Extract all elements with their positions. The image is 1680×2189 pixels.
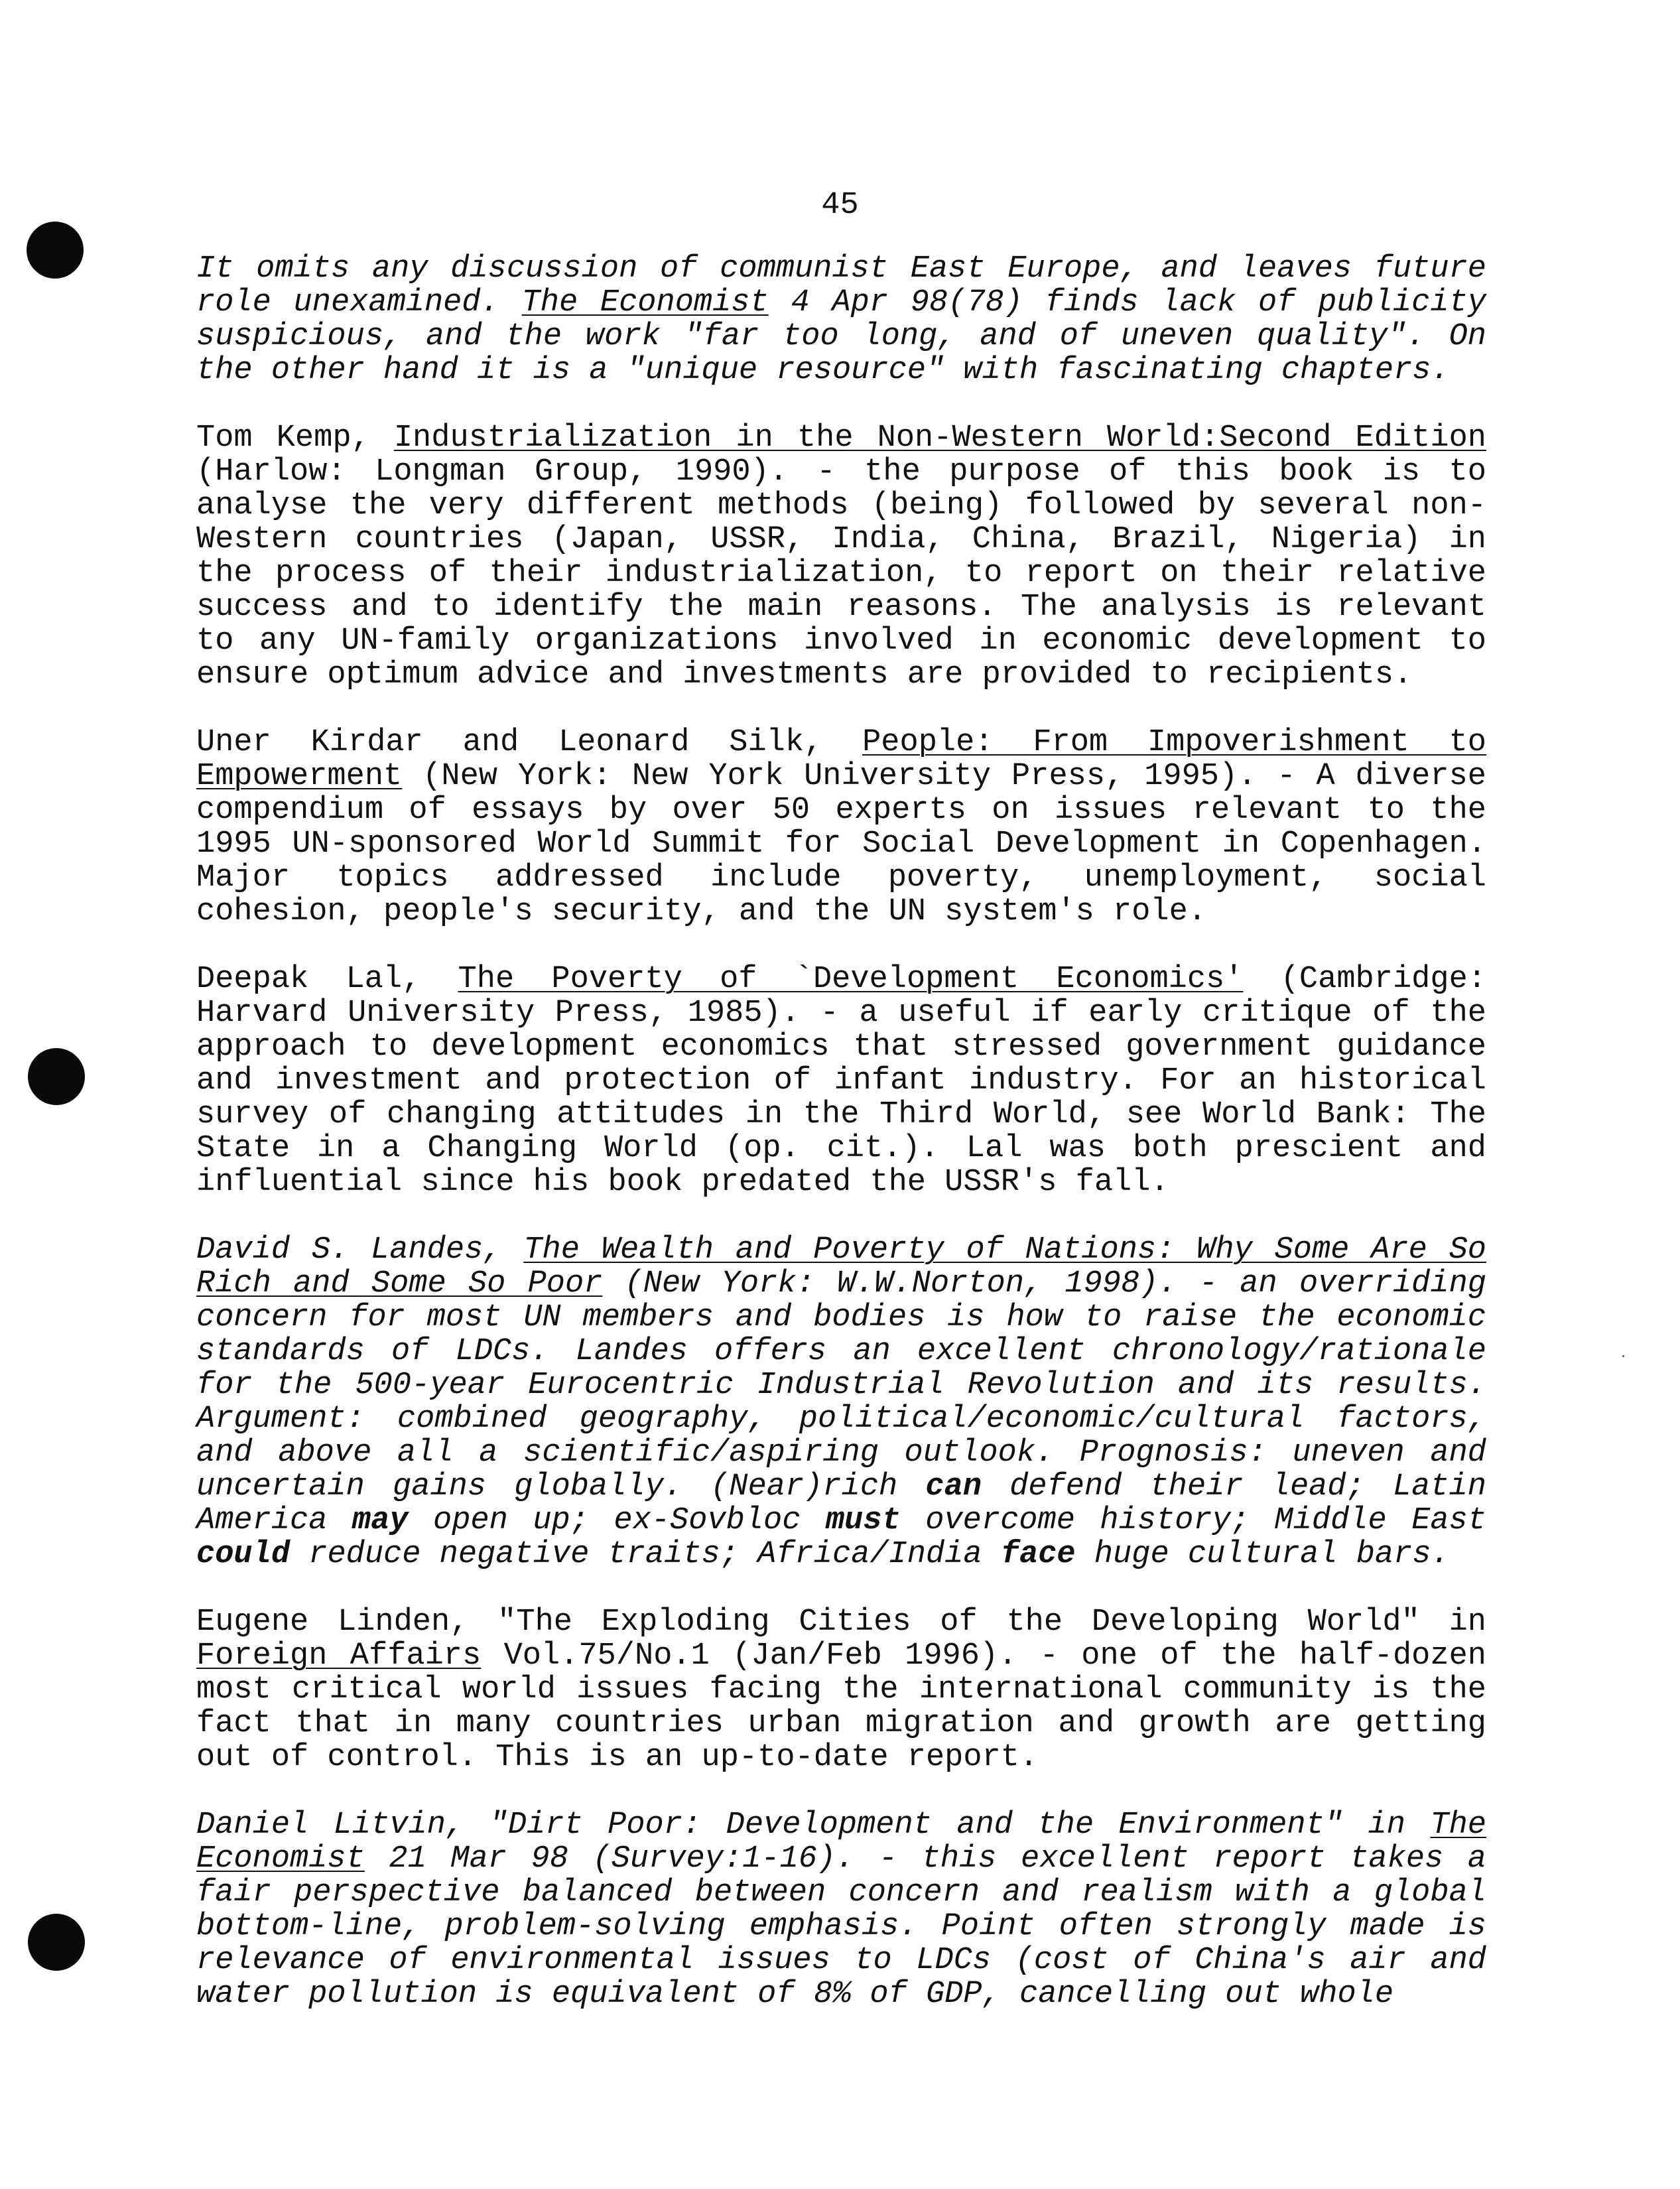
emphasis: face <box>1000 1537 1076 1572</box>
book-title: The Wealth and Poverty of Nations: Why Some Are So Rich and Some So Poor <box>196 1232 1487 1301</box>
entry-litvin: Daniel Litvin, "Dirt Poor: Development and the Environment" in The Economist 21 Mar 98 (Survey:1-16). - this excellent report takes a fair perspective balanced between concern and realism with a global bottom-line, problem-solving emphasis. Point often strongly made is relevance of environmental issues to LDCs (cost of China's air and water pollution is equivalent of 8% of GDP, cancelling out whole <box>196 1808 1486 2012</box>
emphasis: can <box>925 1469 982 1504</box>
journal-title: The Economist <box>521 285 769 320</box>
page-number: 45 <box>821 188 859 223</box>
scan-speck <box>1622 1355 1624 1357</box>
punch-hole <box>28 1048 85 1105</box>
entry-lal: Deepak Lal, The Poverty of `Development Economics' (Cambridge: Harvard University Press, 1985). - a useful if early critique of the approach to development economics that stressed government guidance and investment and protection of infant industry. For an historical survey of changing attitudes in the Third World, see World Bank: The State in a Changing World (op. cit.). Lal was both prescient and influential since his book predated the USSR's fall. <box>196 962 1486 1200</box>
emphasis: may <box>352 1503 409 1538</box>
journal-title: Foreign Affairs <box>196 1638 482 1674</box>
entry-linden: Eugene Linden, "The Exploding Cities of the Developing World" in Foreign Affairs Vol.75/No.1 (Jan/Feb 1996). - one of the half-dozen most critical world issues facing the international community is the fact that in many countries urban migration and growth are getting out of control. This is an up-to-date report. <box>196 1605 1486 1775</box>
punch-hole <box>27 222 84 279</box>
entry-kirdar-silk: Uner Kirdar and Leonard Silk, People: From Impoverishment to Empowerment (New York: New York University Press, 1995). - A diverse compendium of essays by over 50 experts on issues relevant to the 1995 UN-sponsored World Summit for Social Development in Copenhagen. Major topics addressed include poverty, unemployment, social cohesion, people's security, and the UN system's role. <box>196 725 1487 929</box>
book-title: Industrialization in the Non-Western World:Second Edition <box>393 421 1486 456</box>
book-title: People: From Impoverishment to Empowerment <box>196 725 1487 794</box>
entry-economist-continuation: It omits any discussion of communist East Europe, and leaves future role unexamined. The Economist 4 Apr 98(78) finds lack of publicity suspicious, and the work "far too long, and of uneven quality". On the other hand it is a "unique resource" with fascinating chapters. <box>196 251 1486 388</box>
journal-title: The Economist <box>196 1808 1486 1877</box>
emphasis: could <box>196 1537 291 1572</box>
book-title: The Poverty of `Development Economics' <box>458 962 1244 997</box>
punch-hole <box>28 1914 85 1971</box>
emphasis: must <box>825 1503 901 1538</box>
entry-landes: David S. Landes, The Wealth and Poverty of Nations: Why Some Are So Rich and Some So Poor (New York: W.W.Norton, 1998). - an overriding concern for most UN members and bodies is how to raise the economic standards of LDCs. Landes offers an excellent chronology/rationale for the 500-year Eurocentric Industrial Revolution and its results. Argument: combined geography, political/economic/cultural factors, and above all a scientific/aspiring outlook. Prognosis: uneven and uncertain gains globally. (Near)rich can defend their lead; Latin America may open up; ex-Sovbloc must overcome history; Middle East could reduce negative traits; Africa/India face huge cultural bars. <box>196 1232 1487 1572</box>
entry-kemp: Tom Kemp, Industrialization in the Non-Western World:Second Edition (Harlow: Longman Group, 1990). - the purpose of this book is to analyse the very different methods (being) followed by several non-Western countries (Japan, USSR, India, China, Brazil, Nigeria) in the process of their industrialization, to report on their relative success and to identify the main reasons. The analysis is relevant to any UN-family organizations involved in economic development to ensure optimum advice and investments are provided to recipients. <box>196 421 1486 693</box>
bibliography-body <box>196 252 1486 2045</box>
